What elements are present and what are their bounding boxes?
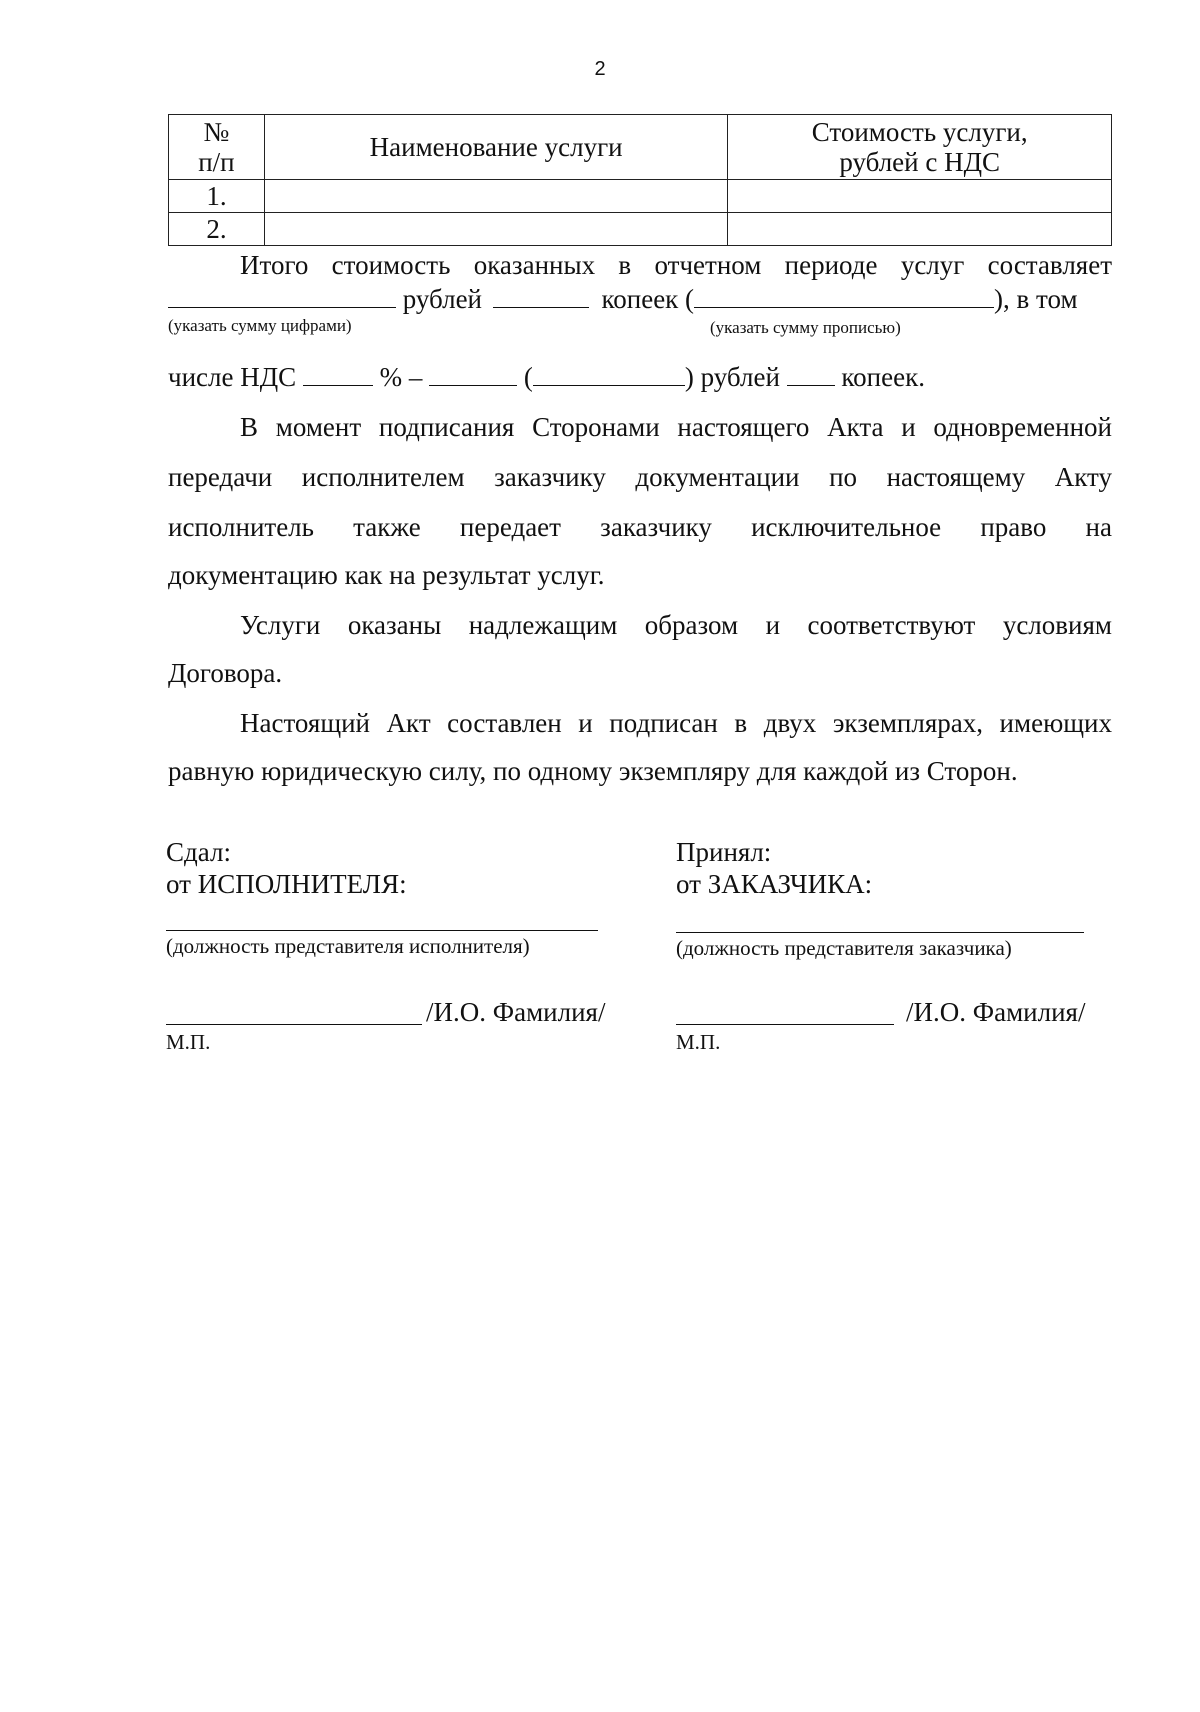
header-service-cost: Стоимость услуги, рублей с НДС	[728, 115, 1112, 180]
right-signature-line	[676, 1024, 894, 1025]
vat-prefix: числе НДС	[168, 362, 297, 392]
paragraph-2-line-2: Договора.	[168, 658, 283, 688]
header-service-name: Наименование услуги	[264, 115, 728, 180]
vat-kopecks-blank	[787, 363, 835, 386]
paragraph-1-line-3: исполнитель также передает заказчику исключительное право на	[168, 512, 1112, 542]
paragraph-2-line-1: Услуги оказаны надлежащим образом и соответствуют условиям	[240, 610, 1112, 640]
sum-digits-blank	[168, 285, 396, 308]
header-number: № п/п	[169, 115, 265, 180]
hint-digits: (указать сумму цифрами)	[168, 316, 352, 335]
right-position-hint: (должность представителя заказчика)	[676, 936, 1012, 960]
paragraph-1-line-1: В момент подписания Сторонами настоящего Акта и одновременной	[240, 412, 1112, 442]
right-party: от ЗАКАЗЧИКА:	[676, 869, 873, 899]
total-line-1: Итого стоимость оказанных в отчетном периоде услуг составляет	[240, 250, 1112, 280]
right-position-line	[676, 932, 1084, 933]
row-number: 2.	[169, 213, 265, 246]
page-number: 2	[594, 58, 606, 80]
vat-rubles-label: ) рублей	[684, 362, 780, 392]
table-row	[169, 180, 1112, 213]
services-table	[168, 114, 1112, 246]
vat-amount-blank	[429, 363, 517, 386]
row-service-cost	[728, 213, 1112, 246]
vat-words-blank	[533, 363, 685, 386]
vat-open-paren: (	[523, 362, 533, 392]
right-stamp: М.П.	[676, 1030, 721, 1054]
hint-words: (указать сумму прописью)	[710, 318, 901, 337]
paragraph-1-line-4: документацию как на результат услуг.	[168, 560, 605, 590]
vat-percent-label: % –	[379, 362, 423, 392]
left-position-line	[166, 930, 598, 931]
table-header-row	[169, 115, 1112, 180]
paragraph-3-line-2: равную юридическую силу, по одному экземпляру для каждой из Сторон.	[168, 756, 1018, 786]
left-party: от ИСПОЛНИТЕЛЯ:	[166, 869, 407, 899]
left-stamp: М.П.	[166, 1030, 211, 1054]
row-number: 1.	[169, 180, 265, 213]
right-name: /И.О. Фамилия/	[906, 997, 1086, 1027]
left-name: /И.О. Фамилия/	[426, 997, 606, 1027]
vat-percent-blank	[303, 363, 373, 386]
vat-kopecks-label: копеек.	[841, 362, 925, 392]
total-line-2	[168, 284, 1112, 315]
sum-words-blank	[694, 285, 994, 308]
in-that-label: ), в том	[994, 284, 1078, 314]
kopecks-digits-blank	[493, 285, 589, 308]
paragraph-3-line-1: Настоящий Акт составлен и подписан в двух экземплярах, имеющих	[240, 708, 1112, 738]
rubles-label: рублей	[402, 284, 483, 314]
paragraph-1-line-2: передачи исполнителем заказчику документации по настоящему Акту	[168, 462, 1112, 492]
right-title: Принял:	[676, 837, 772, 867]
vat-line	[168, 362, 1112, 393]
row-service-cost	[728, 180, 1112, 213]
row-service-name	[264, 213, 728, 246]
left-signature-line	[166, 1024, 422, 1025]
row-service-name	[264, 180, 728, 213]
kopecks-label: копеек (	[601, 284, 695, 314]
table-row	[169, 213, 1112, 246]
left-position-hint: (должность представителя исполнителя)	[166, 934, 530, 958]
left-title: Сдал:	[166, 837, 231, 867]
